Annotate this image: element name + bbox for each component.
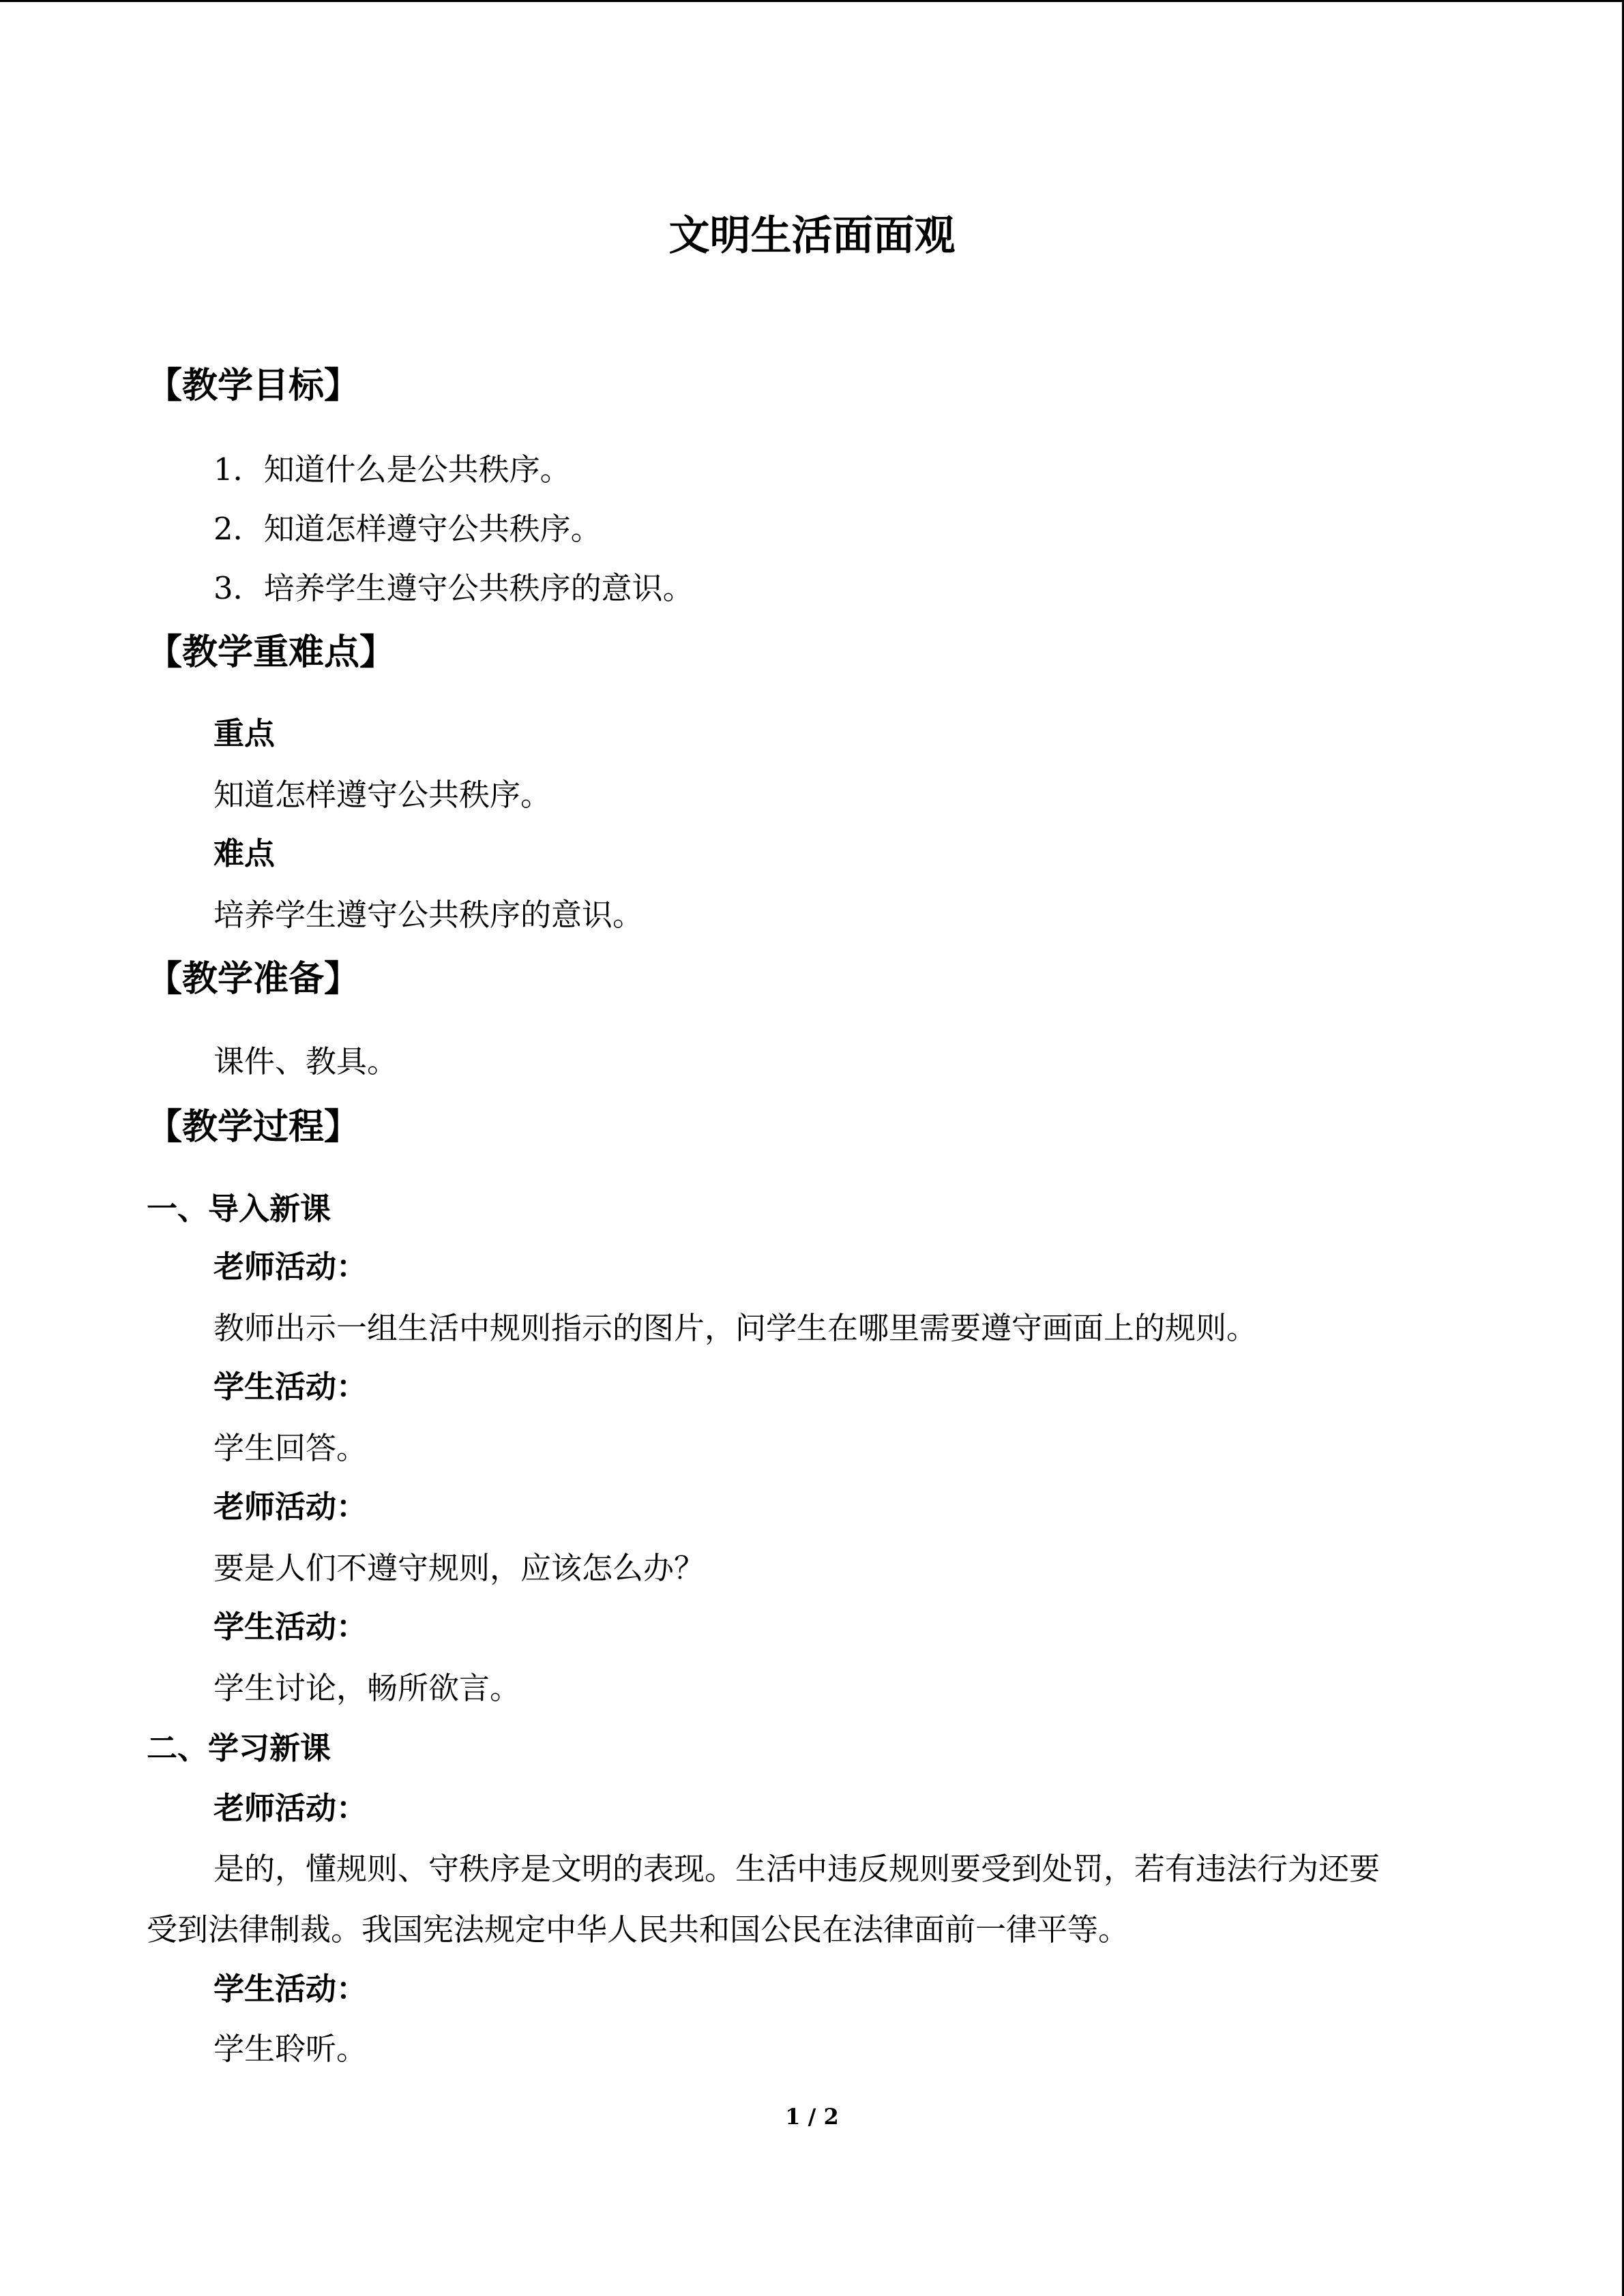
- activity-label: 老师活动：: [213, 1489, 368, 1525]
- page-border-top: [0, 0, 1624, 2]
- prep-heading: 【教学准备】: [147, 958, 360, 1000]
- difficulty-label: 难点: [213, 835, 276, 871]
- goal-item-3: 3．培养学生遵守公共秩序的意识。: [213, 570, 694, 606]
- goals-heading: 【教学目标】: [147, 365, 360, 406]
- prep-text: 课件、教具。: [213, 1043, 398, 1079]
- activity-text: 要是人们不遵守规则，应该怎么办？: [213, 1550, 705, 1586]
- difficulty-text: 培养学生遵守公共秩序的意识。: [213, 897, 644, 933]
- focus-text: 知道怎样遵守公共秩序。: [213, 777, 552, 813]
- activity-text: 教师出示一组生活中规则指示的图片，问学生在哪里需要遵守画面上的规则。: [213, 1310, 1258, 1346]
- activity-text: 学生讨论，畅所欲言。: [213, 1670, 521, 1706]
- activity-label: 学生活动：: [213, 1369, 368, 1405]
- part1-heading: 一、导入新课: [147, 1191, 331, 1227]
- activity-text: 学生聆听。: [213, 2031, 368, 2067]
- key-points-heading: 【教学重难点】: [147, 631, 396, 673]
- process-heading: 【教学过程】: [147, 1106, 360, 1148]
- activity-text: 学生回答。: [213, 1430, 368, 1466]
- goal-item-1: 1．知道什么是公共秩序。: [213, 451, 571, 488]
- focus-label: 重点: [213, 715, 276, 751]
- activity-text-line1: 是的，懂规则、守秩序是文明的表现。生活中违反规则要受到处罚，若有违法行为还要: [213, 1851, 1381, 1887]
- activity-label: 老师活动：: [213, 1790, 368, 1826]
- activity-label: 老师活动：: [213, 1249, 368, 1285]
- document-title: 文明生活面面观: [668, 212, 956, 260]
- part2-heading: 二、学习新课: [147, 1730, 331, 1766]
- activity-label: 学生活动：: [213, 1971, 368, 2007]
- activity-label: 学生活动：: [213, 1609, 368, 1645]
- page-indicator: 1 / 2: [785, 2104, 839, 2130]
- goal-item-2: 2．知道怎样遵守公共秩序。: [213, 511, 602, 547]
- activity-text-line2: 受到法律制裁。我国宪法规定中华人民共和国公民在法律面前一律平等。: [147, 1911, 1130, 1948]
